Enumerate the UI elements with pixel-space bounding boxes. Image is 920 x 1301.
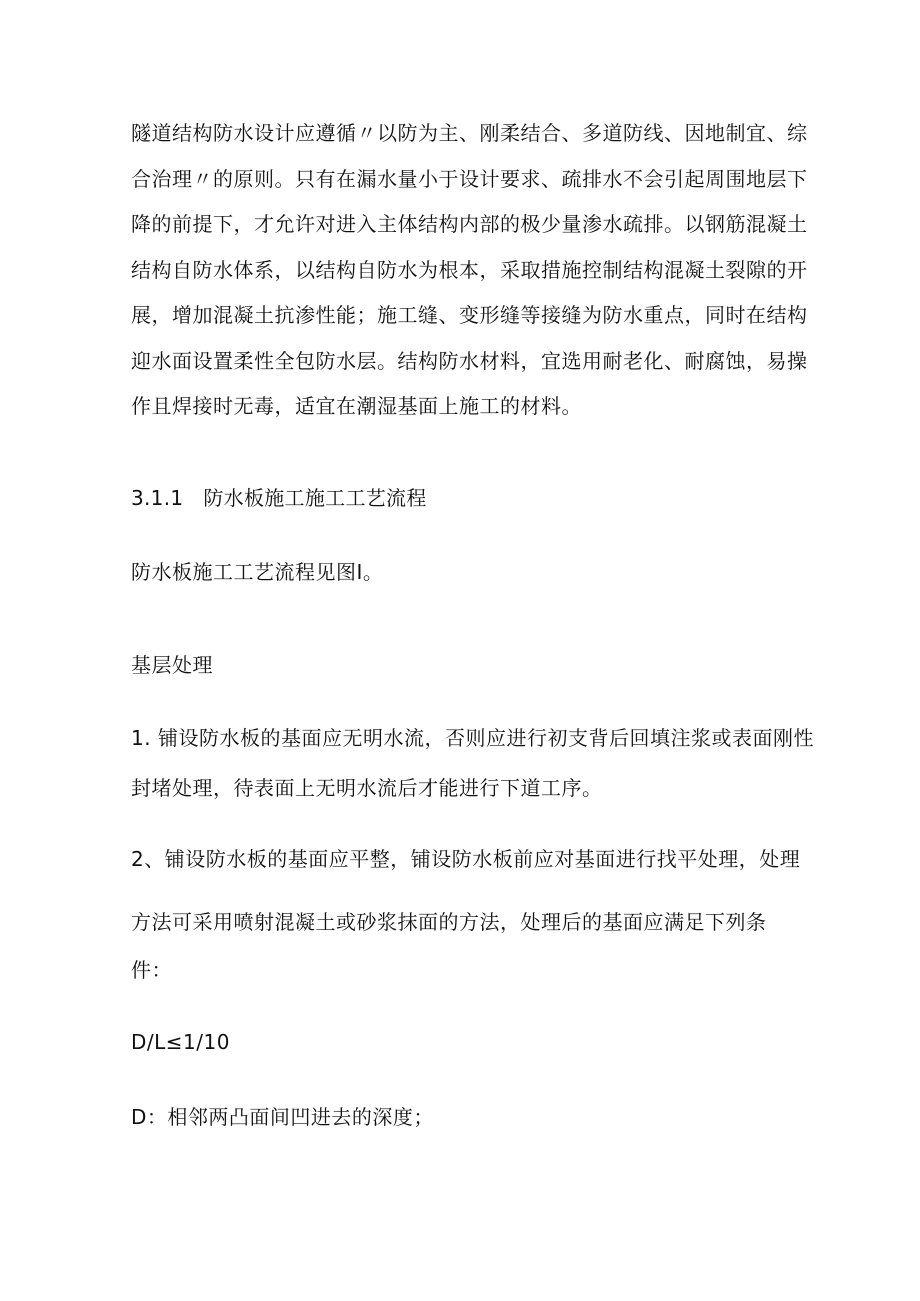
list-item-1 <box>131 713 814 813</box>
subheading-base-treatment: 基层处理 <box>131 653 213 677</box>
list-item-2-line: 方法可采用喷射混凝土或砂浆抹面的方法，处理后的基面应满足下列条 <box>131 910 767 934</box>
list-item-line: 1. 铺设防水板的基面应无明水流，否则应进行初支背后回填注浆或表面刚性 <box>131 726 814 750</box>
intro-line: 结构自防水体系，以结构自防水为根本，采取措施控制结构混凝土裂隙的开 <box>131 257 808 282</box>
intro-line: 作且焊接时无毒，适宜在潮湿基面上施工的材料。 <box>131 394 582 418</box>
flow-reference-text: 防水板施工工艺流程见图I。 <box>131 560 384 584</box>
list-item-2-line: 件： <box>131 958 172 982</box>
definition-d: D：相邻两凸面间凹进去的深度； <box>131 1105 434 1129</box>
intro-line: 迎水面设置柔性全包防水层。结构防水材料，宜选用耐老化、耐腐蚀，易操 <box>131 348 808 373</box>
section-heading: 3.1.1 防水板施工施工工艺流程 <box>131 486 427 510</box>
list-item-line: 封堵处理，待表面上无明水流后才能进行下道工序。 <box>131 776 603 800</box>
formula-text: D/L≤1/10 <box>131 1030 230 1054</box>
intro-line: 合治理〃的原则。只有在漏水量小于设计要求、疏排水不会引起周围地层下 <box>131 166 808 191</box>
intro-line: 隧道结构防水设计应遵循〃以防为主、刚柔结合、多道防线、因地制宜、综 <box>131 121 808 145</box>
intro-paragraph <box>131 111 808 430</box>
intro-line: 展，增加混凝土抗渗性能；施工缝、变形缝等接缝为防水重点，同时在结构 <box>131 303 808 327</box>
intro-line: 降的前提下，才允许对进入主体结构内部的极少量渗水疏排。以钢筋混凝土 <box>131 212 808 236</box>
list-item-2-line: 2、铺设防水板的基面应平整，铺设防水板前应对基面进行找平处理，处理 <box>131 847 801 871</box>
